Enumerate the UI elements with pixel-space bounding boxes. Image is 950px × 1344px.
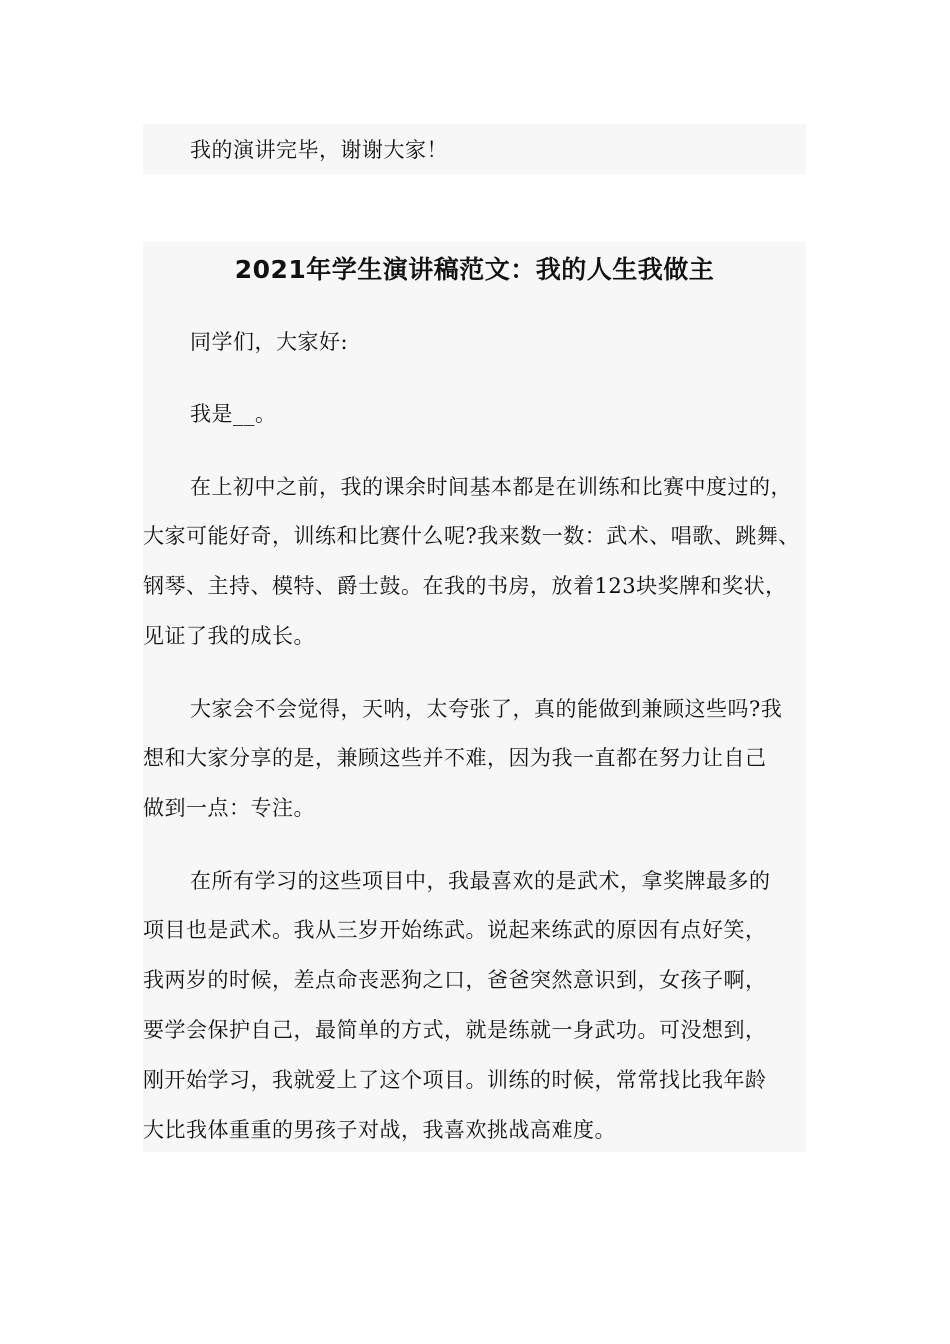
paragraph-line: 我两岁的时候，差点命丧恶狗之口，爸爸突然意识到，女孩子啊，	[143, 968, 767, 992]
paragraph-line: 大家会不会觉得，天呐，太夸张了，真的能做到兼顾这些吗?我	[190, 697, 783, 721]
greeting-line: 同学们，大家好:	[190, 330, 349, 354]
paragraph-line: 大比我体重重的男孩子对战，我喜欢挑战高难度。	[143, 1118, 616, 1142]
paragraph-line: 大家可能好奇，训练和比赛什么呢?我来数一数：武术、唱歌、跳舞、	[143, 524, 800, 548]
paragraph-line: 要学会保护自己，最简单的方式，就是练就一身武功。可没想到，	[143, 1018, 767, 1042]
paragraph-line: 见证了我的成长。	[143, 624, 315, 648]
intro-line: 我是__。	[190, 402, 277, 426]
paragraph-line: 钢琴、主持、模特、爵士鼓。在我的书房，放着123块奖牌和奖状，	[143, 574, 787, 598]
paragraph-line: 项目也是武术。我从三岁开始练武。说起来练武的原因有点好笑，	[143, 918, 767, 942]
paragraph-line: 在所有学习的这些项目中，我最喜欢的是武术，拿奖牌最多的	[190, 869, 771, 893]
paragraph-line: 做到一点：专注。	[143, 796, 315, 820]
closing-line: 我的演讲完毕，谢谢大家！	[190, 138, 448, 162]
paragraph-line: 在上初中之前，我的课余时间基本都是在训练和比赛中度过的，	[190, 475, 792, 499]
article-title: 2021年学生演讲稿范文：我的人生我做主	[234, 255, 715, 284]
paragraph-line: 刚开始学习，我就爱上了这个项目。训练的时候，常常找比我年龄	[143, 1068, 767, 1092]
paragraph-line: 想和大家分享的是，兼顾这些并不难，因为我一直都在努力让自己	[143, 746, 767, 770]
closing-block	[143, 124, 806, 174]
article-block	[143, 242, 806, 1152]
